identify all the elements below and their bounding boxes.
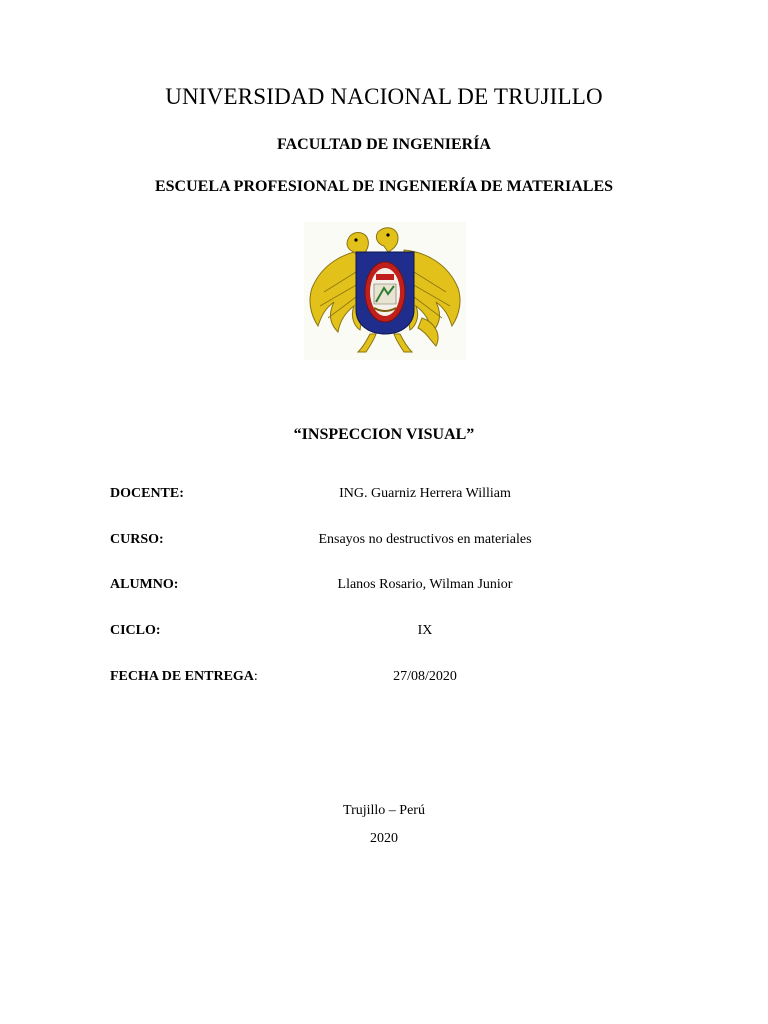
docente-value: ING. Guarniz Herrera William xyxy=(339,486,511,501)
fecha-entrega-value: 27/08/2020 xyxy=(393,669,457,684)
fecha-entrega-colon: : xyxy=(253,669,258,684)
faculty-name: FACULTAD DE INGENIERÍA xyxy=(277,136,491,153)
ciclo-value: IX xyxy=(417,623,433,638)
fecha-entrega-label-text: FECHA DE ENTREGA xyxy=(110,669,254,684)
alumno-value: Llanos Rosario, Wilman Junior xyxy=(337,577,513,592)
school-name: ESCUELA PROFESIONAL DE INGENIERÍA DE MATERIALES xyxy=(154,178,614,195)
university-name: UNIVERSIDAD NACIONAL DE TRUJILLO xyxy=(165,84,603,109)
curso-label: CURSO: xyxy=(110,532,164,547)
ciclo-label: CICLO: xyxy=(110,623,161,638)
university-seal-griffins-icon xyxy=(304,222,466,360)
footer-place: Trujillo – Perú xyxy=(343,803,425,818)
curso-value: Ensayos no destructivos en materiales xyxy=(318,532,532,547)
fecha-entrega-label xyxy=(110,669,258,685)
footer-year: 2020 xyxy=(370,831,398,846)
alumno-label: ALUMNO: xyxy=(110,577,179,592)
document-title: “INSPECCION VISUAL” xyxy=(293,426,475,443)
docente-label: DOCENTE: xyxy=(110,486,184,501)
